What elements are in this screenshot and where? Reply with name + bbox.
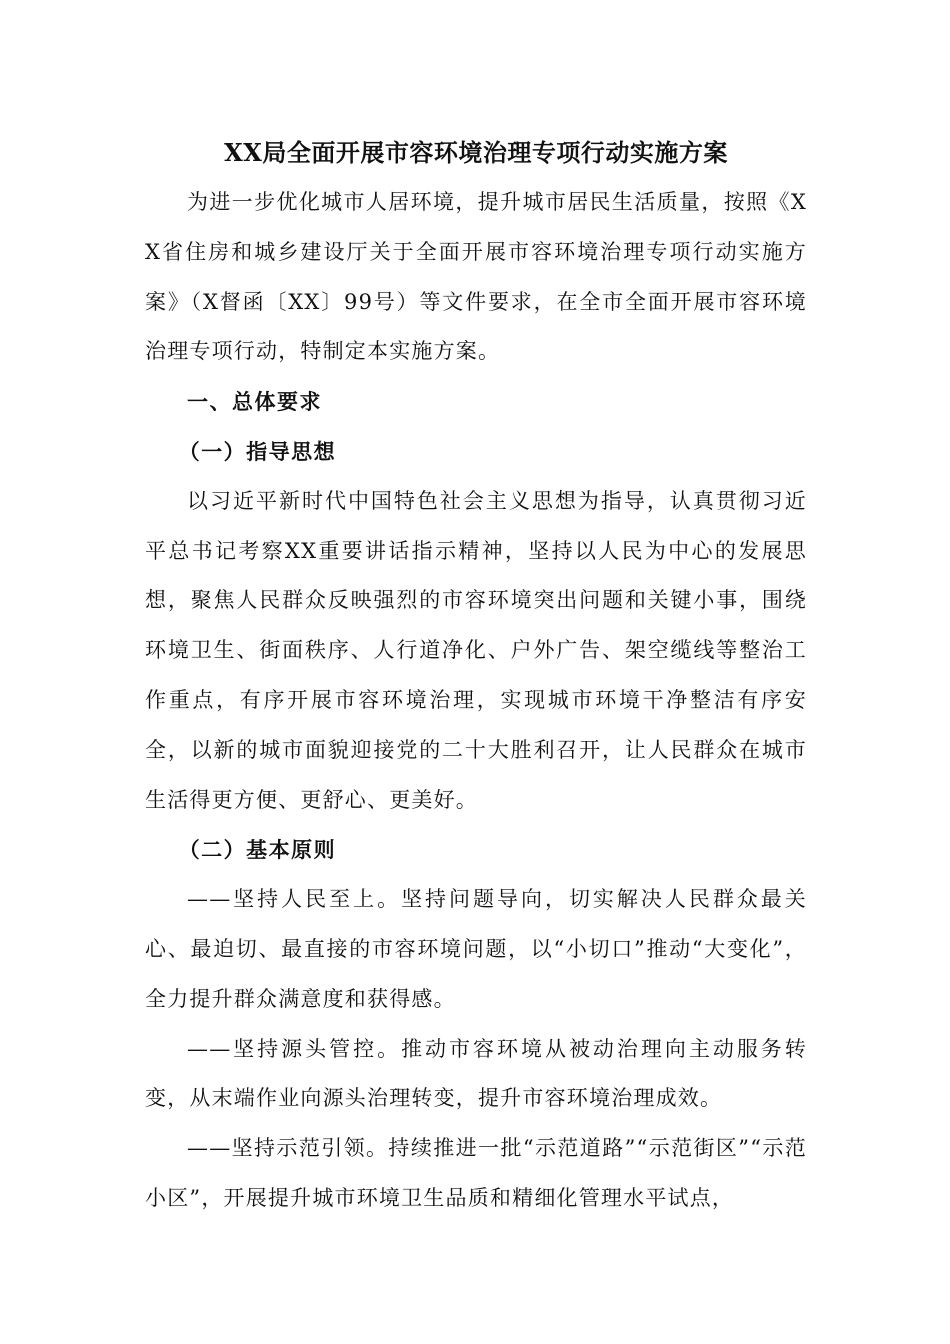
intro-paragraph: 为进一步优化城市人居环境，提升城市居民生活质量，按照《XX省住房和城乡建设厅关于全面开展市容环境治理专项行动实施方案》（X督函〔XX〕99号）等文件要求，在全市全面开展市容环境治理专项行动，特制定本实施方案。 (145, 190, 807, 364)
subsection-heading-basic-principles: （二）基本原则 (178, 837, 337, 863)
section-heading-general-requirements: 一、总体要求 (187, 389, 322, 415)
principle-source-control-paragraph: ——坚持源头管控。推动市容环境从被动治理向主动服务转变，从末端作业向源头治理转变，提升市容环境治理成效。 (145, 1036, 807, 1111)
subsection-heading-guiding-ideology: （一）指导思想 (178, 438, 337, 464)
document-body (145, 128, 807, 1224)
principle-people-first-paragraph: ——坚持人民至上。坚持问题导向，切实解决人民群众最关心、最迫切、最直接的市容环境问题，以“小切口”推动“大变化”，全力提升群众满意度和获得感。 (145, 887, 807, 1011)
principle-demonstration-paragraph: ——坚持示范引领。持续推进一批“示范道路”“示范街区”“示范小区”，开展提升城市环境卫生品质和精细化管理水平试点， (145, 1136, 807, 1210)
document-title: XX局全面开展市容环境治理专项行动实施方案 (224, 138, 728, 167)
guiding-ideology-paragraph: 以习近平新时代中国特色社会主义思想为指导，认真贯彻习近平总书记考察XX重要讲话指示精神，坚持以人民为中心的发展思想，聚焦人民群众反映强烈的市容环境突出问题和关键小事，围绕环境卫生、街面秩序、人行道净化、户外广告、架空缆线等整治工作重点，有序开展市容环境治理，实现城市环境干净整洁有序安全，以新的城市面貌迎接党的二十大胜利召开，让人民群众在城市生活得更方便、更舒心、更美好。 (145, 488, 807, 812)
